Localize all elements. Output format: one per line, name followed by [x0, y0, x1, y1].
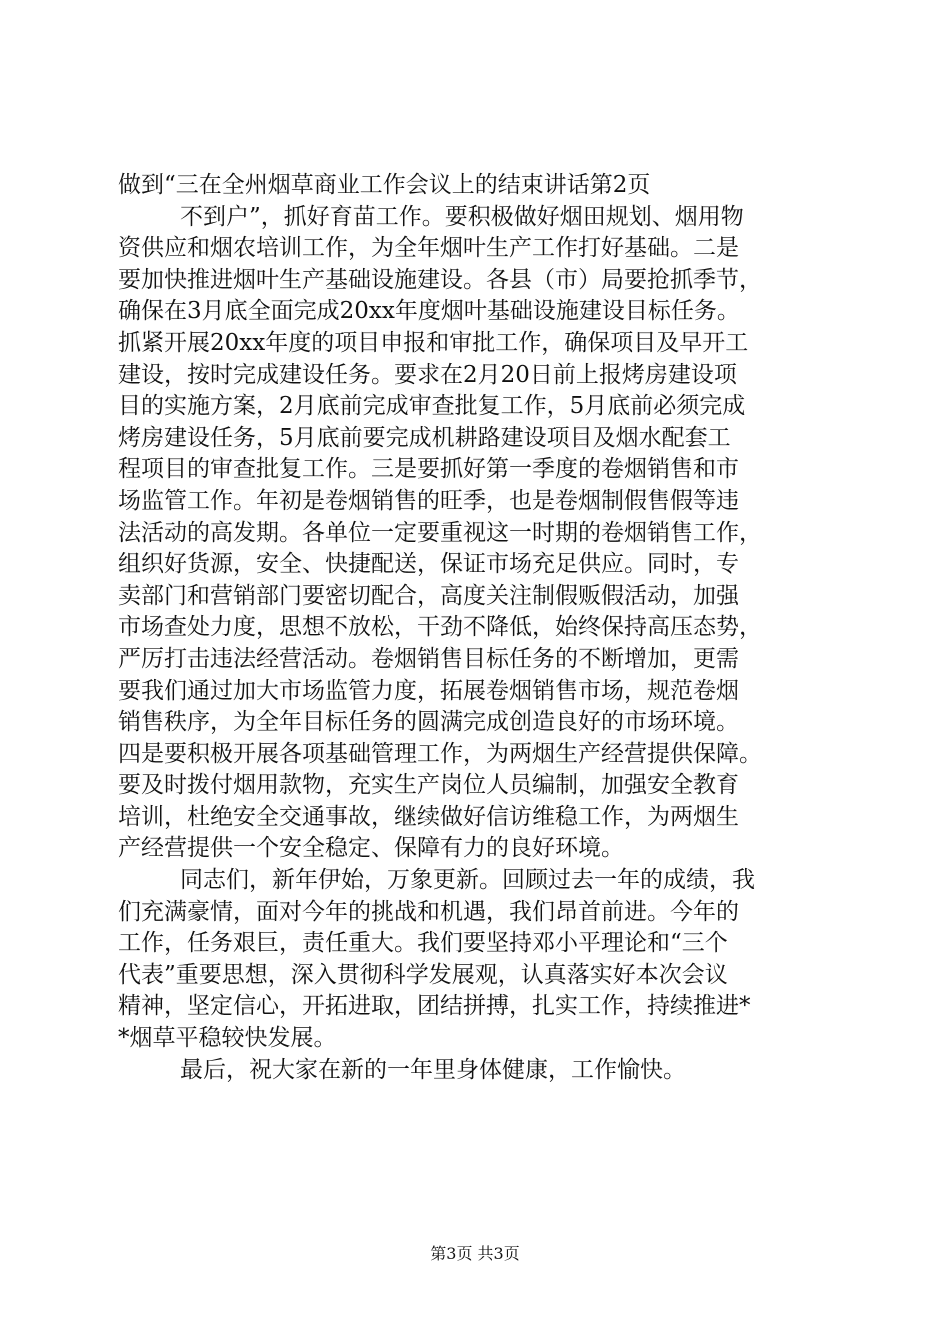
text-line: 要我们通过加大市场监管力度，拓展卷烟销售市场，规范卷烟	[118, 677, 739, 704]
text-line: 烤房建设任务，5月底前要完成机耕路建设项目及烟水配套工	[118, 424, 731, 451]
text-line: 确保在3月底全面完成20xx年度烟叶基础设施建设目标任务。	[118, 298, 740, 325]
text-line: 目的实施方案，2月底前完成审查批复工作，5月底前必须完成	[118, 393, 746, 420]
text-line: 精神，坚定信心，开拓进取，团结拼搏，扎实工作，持续推进*	[118, 993, 751, 1020]
text-line: 要加快推进烟叶生产基础设施建设。各县（市）局要抢抓季节，	[118, 266, 762, 293]
page-footer: 第3页 共3页	[430, 1244, 520, 1263]
text-line: 抓紧开展20xx年度的项目申报和审批工作，确保项目及早开工	[118, 329, 749, 356]
text-line: 场监管工作。年初是卷烟销售的旺季，也是卷烟制假售假等违	[118, 487, 739, 514]
text-line: 程项目的审查批复工作。三是要抓好第一季度的卷烟销售和市	[118, 456, 739, 483]
text-line: 销售秩序，为全年目标任务的圆满完成创造良好的市场环境。	[118, 709, 739, 736]
text-line-paragraph-start: 不到户”，抓好育苗工作。要积极做好烟田规划、烟用物	[180, 203, 744, 230]
text-line: 市场查处力度，思想不放松，干劲不降低，始终保持高压态势，	[118, 614, 762, 641]
text-line: 建设，按时完成建设任务。要求在2月20日前上报烤房建设项	[118, 361, 737, 388]
text-line: 要及时拨付烟用款物，充实生产岗位人员编制，加强安全教育	[118, 772, 739, 799]
text-line: 们充满豪情，面对今年的挑战和机遇，我们昂首前进。今年的	[118, 898, 739, 925]
text-line: 四是要积极开展各项基础管理工作，为两烟生产经营提供保障。	[118, 740, 762, 767]
text-line: 卖部门和营销部门要密切配合，高度关注制假贩假活动，加强	[118, 582, 739, 609]
text-line: *烟草平稳较快发展。	[118, 1025, 337, 1052]
text-line-paragraph-start: 最后，祝大家在新的一年里身体健康，工作愉快。	[180, 1056, 686, 1083]
text-line: 法活动的高发期。各单位一定要重视这一时期的卷烟销售工作，	[118, 519, 762, 546]
document-body	[118, 170, 843, 1086]
text-line: 工作，任务艰巨，责任重大。我们要坚持邓小平理论和“三个	[118, 930, 728, 957]
text-line: 代表”重要思想，深入贯彻科学发展观，认真落实好本次会议	[118, 961, 728, 988]
text-line: 严厉打击违法经营活动。卷烟销售目标任务的不断增加，更需	[118, 645, 739, 672]
text-line-paragraph-start: 同志们，新年伊始，万象更新。回顾过去一年的成绩，我	[180, 867, 755, 894]
text-line: 组织好货源，安全、快捷配送，保证市场充足供应。同时，专	[118, 551, 739, 578]
text-line: 培训，杜绝安全交通事故，继续做好信访维稳工作，为两烟生	[118, 803, 739, 830]
text-line-heading: 做到“三在全州烟草商业工作会议上的结束讲话第2页	[118, 172, 651, 198]
text-line: 产经营提供一个安全稳定、保障有力的良好环境。	[118, 835, 624, 862]
text-line: 资供应和烟农培训工作，为全年烟叶生产工作打好基础。二是	[118, 235, 739, 262]
